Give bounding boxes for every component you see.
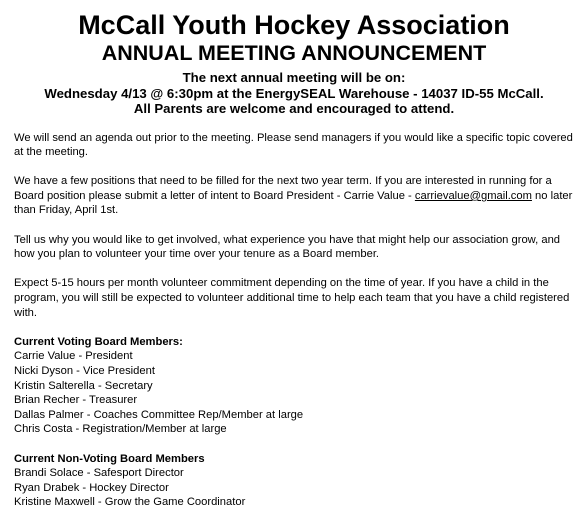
positions-paragraph: [14, 174, 582, 218]
voting-board-title: Current Voting Board Members:: [14, 335, 183, 348]
board-member-item: Kristin Salterella - Secretary: [14, 379, 153, 392]
involvement-paragraph: Tell us why you would like to get involved, what experience you have that might help our association grow, and how you plan to volunteer your time over your tenure as a Board member.: [14, 233, 561, 261]
meeting-invitation-line: All Parents are welcome and encouraged to attend.: [133, 101, 455, 116]
non-voting-board-section: [14, 452, 582, 510]
announcement-page: [0, 10, 588, 524]
board-member-item: Dallas Palmer - Coaches Committee Rep/Member at large: [14, 408, 304, 421]
announcement-header: [6, 10, 582, 117]
board-member-item: Ryan Drabek - Hockey Director: [14, 481, 169, 494]
board-member-item: Brian Recher - Treasurer: [14, 394, 138, 407]
board-member-item: Nicki Dyson - Vice President: [14, 365, 155, 377]
commitment-paragraph: Expect 5-15 hours per month volunteer commitment depending on the time of year. If you have a child in the program, you will still be expected to volunteer additional time to help each team that you have a child registered with.: [14, 277, 570, 319]
president-email-link[interactable]: carrievalue@gmail.com: [414, 189, 532, 202]
positions-text: We have a few positions that need to be filled for the next two year term. If you are interested in running for a Board position please submit a letter of intent to Board President - Carrie Value -: [14, 175, 552, 202]
meeting-announcement-heading: ANNUAL MEETING ANNOUNCEMENT: [101, 41, 487, 65]
announcement-body: [14, 131, 582, 510]
positions-deadline-text: no later than Friday, April 1st.: [14, 189, 573, 217]
association-title: McCall Youth Hockey Association: [78, 10, 510, 40]
meeting-details-line: Wednesday 4/13 @ 6:30pm at the EnergySEAL Warehouse - 14037 ID-55 McCall.: [44, 85, 544, 101]
voting-board-section: [14, 335, 582, 437]
non-voting-board-title: Current Non-Voting Board Members: [14, 452, 205, 465]
board-member-item: Brandi Solace - Safesport Director: [14, 467, 184, 480]
agenda-paragraph: We will send an agenda out prior to the meeting. Please send managers if you would like a specific topic covered at the meeting.: [14, 131, 573, 159]
board-member-item: Chris Costa - Registration/Member at large: [14, 423, 227, 436]
meeting-intro-line: The next annual meeting will be on:: [182, 70, 406, 85]
board-member-item: Carrie Value - President: [14, 350, 133, 363]
board-member-item: Kristine Maxwell - Grow the Game Coordinator: [14, 496, 246, 509]
